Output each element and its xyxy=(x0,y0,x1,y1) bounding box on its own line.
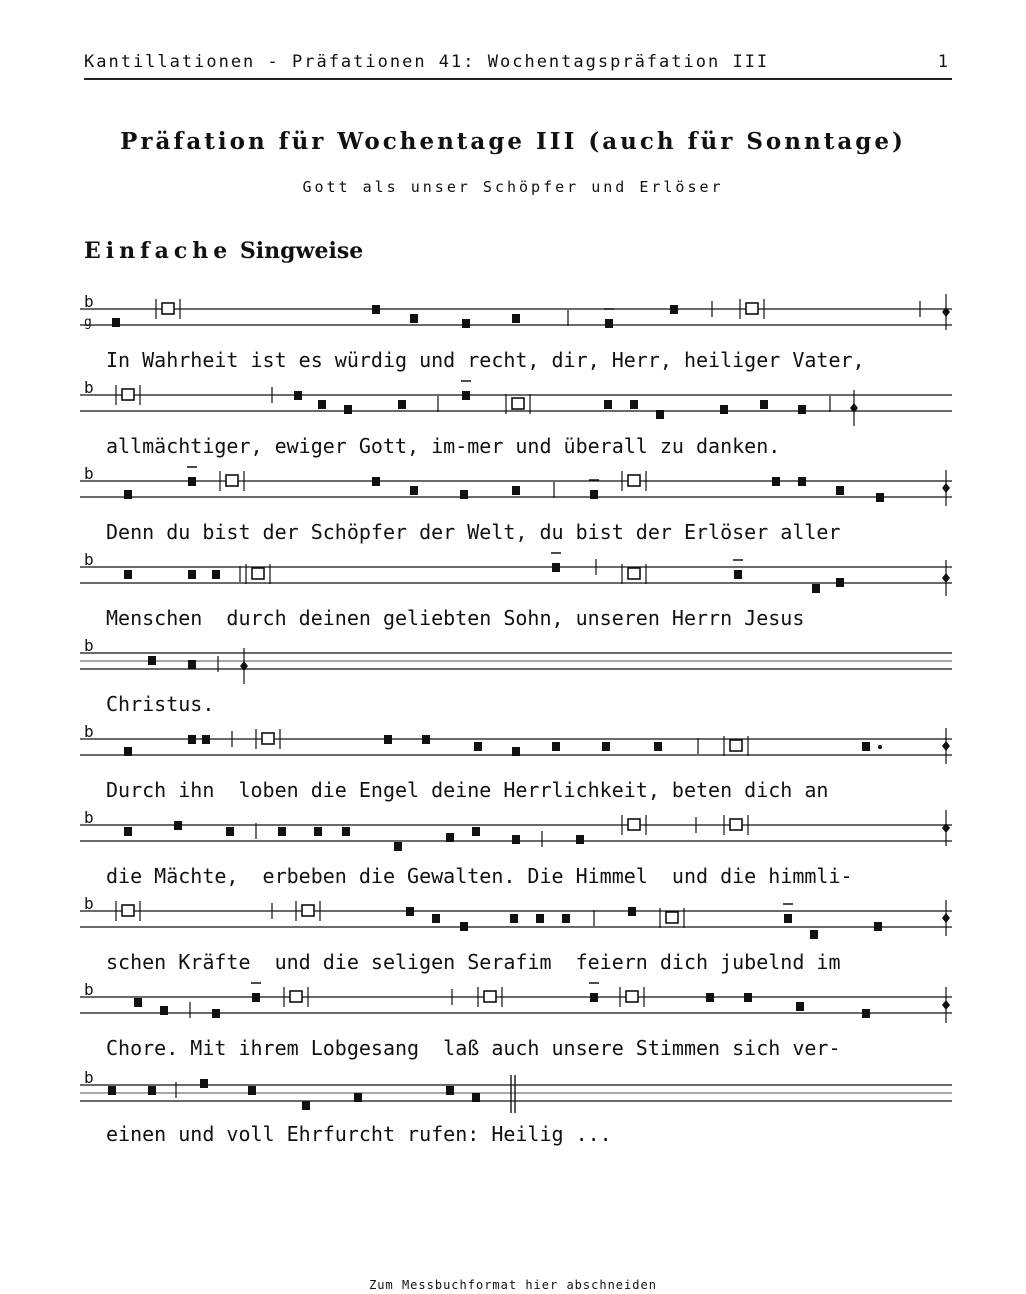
chant-note xyxy=(628,907,636,916)
chant-note xyxy=(812,584,820,593)
boxed-note xyxy=(730,740,742,751)
boxed-note xyxy=(290,991,302,1002)
boxed-note xyxy=(730,819,742,830)
chant-note xyxy=(134,998,142,1007)
chant-note xyxy=(734,570,742,579)
chant-note xyxy=(212,1009,220,1018)
chant-note xyxy=(188,570,196,579)
boxed-note xyxy=(666,912,678,923)
flat-clef: b xyxy=(84,980,94,999)
chant-note xyxy=(462,391,470,400)
boxed-note xyxy=(302,905,314,916)
chant-note xyxy=(188,477,196,486)
section-heading-word: Singweise xyxy=(239,238,364,264)
document-subtitle: Gott als unser Schöpfer und Erlöser xyxy=(302,178,724,196)
chant-note xyxy=(398,400,406,409)
chant-note xyxy=(512,486,520,495)
chant-note xyxy=(344,405,352,414)
cut-note: Zum Messbuchformat hier abschneiden xyxy=(369,1278,657,1292)
chant-note xyxy=(796,1002,804,1011)
chant-note xyxy=(394,842,402,851)
lyric-line-4: Menschen durch deinen geliebten Sohn, unseren Herrn Jesus xyxy=(106,606,805,630)
chant-note xyxy=(512,747,520,756)
chant-note xyxy=(384,735,392,744)
chant-note xyxy=(602,742,610,751)
chant-note xyxy=(836,578,844,587)
chant-note xyxy=(202,735,210,744)
flat-clef: b xyxy=(84,808,94,827)
chant-note xyxy=(294,391,302,400)
flat-clef: b xyxy=(84,1068,94,1087)
chant-note xyxy=(174,821,182,830)
clef-letter: g xyxy=(84,315,92,330)
chant-note xyxy=(604,400,612,409)
chant-note xyxy=(188,660,196,669)
boxed-note xyxy=(226,475,238,486)
chant-note xyxy=(472,1093,480,1102)
boxed-note xyxy=(628,568,640,579)
lyric-line-7: die Mächte, erbeben die Gewalten. Die Himmel und die himmli- xyxy=(106,864,853,888)
chant-note xyxy=(670,305,678,314)
chant-note xyxy=(410,314,418,323)
flat-clef: b xyxy=(84,636,94,655)
chant-note xyxy=(446,833,454,842)
chant-note xyxy=(372,477,380,486)
chant-note xyxy=(460,490,468,499)
chant-note xyxy=(342,827,350,836)
final-diamond xyxy=(942,1000,950,1010)
chant-note xyxy=(226,827,234,836)
section-heading-spaced-word: Einfache xyxy=(84,238,233,264)
chant-note xyxy=(160,1006,168,1015)
flat-clef: b xyxy=(84,292,94,311)
lyric-line-9: Chore. Mit ihrem Lobgesang laß auch unsere Stimmen sich ver- xyxy=(106,1036,841,1060)
boxed-note xyxy=(262,733,274,744)
chant-note xyxy=(124,827,132,836)
chant-note xyxy=(410,486,418,495)
flat-clef: b xyxy=(84,550,94,569)
chant-note xyxy=(836,486,844,495)
chant-note xyxy=(784,914,792,923)
chant-note xyxy=(148,656,156,665)
chant-note xyxy=(552,742,560,751)
chant-note xyxy=(576,835,584,844)
lyric-line-3: Denn du bist der Schöpfer der Welt, du bist der Erlöser aller xyxy=(106,520,841,544)
boxed-note xyxy=(252,568,264,579)
chant-note xyxy=(706,993,714,1002)
chant-note xyxy=(372,305,380,314)
boxed-note xyxy=(122,389,134,400)
page-number: 1 xyxy=(937,52,948,72)
final-diamond xyxy=(942,913,950,923)
chant-note xyxy=(446,1086,454,1095)
chant-note xyxy=(212,570,220,579)
document-title: Präfation für Wochentage III (auch für Sonntage) xyxy=(120,128,906,155)
chant-note xyxy=(472,827,480,836)
chant-note xyxy=(605,319,613,328)
chant-note xyxy=(744,993,752,1002)
header-title: Kantillationen - Präfationen 41: Wochentagspräfation III xyxy=(84,52,770,72)
chant-note xyxy=(630,400,638,409)
chant-note xyxy=(798,477,806,486)
chant-note xyxy=(760,400,768,409)
chant-note xyxy=(200,1079,208,1088)
boxed-note xyxy=(162,303,174,314)
lyric-line-5: Christus. xyxy=(106,692,215,716)
flat-clef: b xyxy=(84,464,94,483)
chant-note xyxy=(512,835,520,844)
chant-note xyxy=(354,1093,362,1102)
chant-dot xyxy=(878,745,882,749)
chant-note xyxy=(810,930,818,939)
chant-note xyxy=(112,318,120,327)
chant-note xyxy=(590,490,598,499)
chant-note xyxy=(772,477,780,486)
chant-note xyxy=(252,993,260,1002)
lyric-line-1: In Wahrheit ist es würdig und recht, dir, Herr, heiliger Vater, xyxy=(106,348,865,372)
chant-note xyxy=(512,314,520,323)
chant-note xyxy=(188,735,196,744)
boxed-note xyxy=(626,991,638,1002)
chant-note xyxy=(108,1086,116,1095)
boxed-note xyxy=(484,991,496,1002)
chant-note xyxy=(798,405,806,414)
chant-note xyxy=(314,827,322,836)
chant-note xyxy=(862,742,870,751)
boxed-note xyxy=(512,398,524,409)
chant-note xyxy=(656,410,664,419)
chant-note xyxy=(422,735,430,744)
chant-note xyxy=(536,914,544,923)
final-diamond xyxy=(942,483,950,493)
lyric-line-6: Durch ihn loben die Engel deine Herrlichkeit, beten dich an xyxy=(106,778,829,802)
chant-note xyxy=(318,400,326,409)
chant-note xyxy=(406,907,414,916)
lyric-line-2: allmächtiger, ewiger Gott, im-mer und überall zu danken. xyxy=(106,434,781,458)
chant-note xyxy=(248,1086,256,1095)
chant-note xyxy=(302,1101,310,1110)
chant-note xyxy=(278,827,286,836)
chant-note xyxy=(874,922,882,931)
chant-note xyxy=(124,570,132,579)
lyric-line-8: schen Kräfte und die seligen Serafim feiern dich jubelnd im xyxy=(106,950,841,974)
chant-note xyxy=(148,1086,156,1095)
boxed-note xyxy=(122,905,134,916)
chant-note xyxy=(720,405,728,414)
boxed-note xyxy=(746,303,758,314)
chant-note xyxy=(562,914,570,923)
chant-note xyxy=(124,490,132,499)
chant-note xyxy=(862,1009,870,1018)
flat-clef: b xyxy=(84,894,94,913)
lyric-line-10: einen und voll Ehrfurcht rufen: Heilig ... xyxy=(106,1122,612,1146)
chant-note xyxy=(876,493,884,502)
flat-clef: b xyxy=(84,378,94,397)
final-diamond xyxy=(942,741,950,751)
chant-note xyxy=(474,742,482,751)
chant-note xyxy=(590,993,598,1002)
final-diamond xyxy=(942,573,950,583)
boxed-note xyxy=(628,819,640,830)
chant-note xyxy=(552,563,560,572)
chant-note xyxy=(460,922,468,931)
chant-note xyxy=(124,747,132,756)
chant-note xyxy=(462,319,470,328)
chant-note xyxy=(654,742,662,751)
chant-note xyxy=(510,914,518,923)
boxed-note xyxy=(628,475,640,486)
chant-note xyxy=(432,914,440,923)
flat-clef: b xyxy=(84,722,94,741)
